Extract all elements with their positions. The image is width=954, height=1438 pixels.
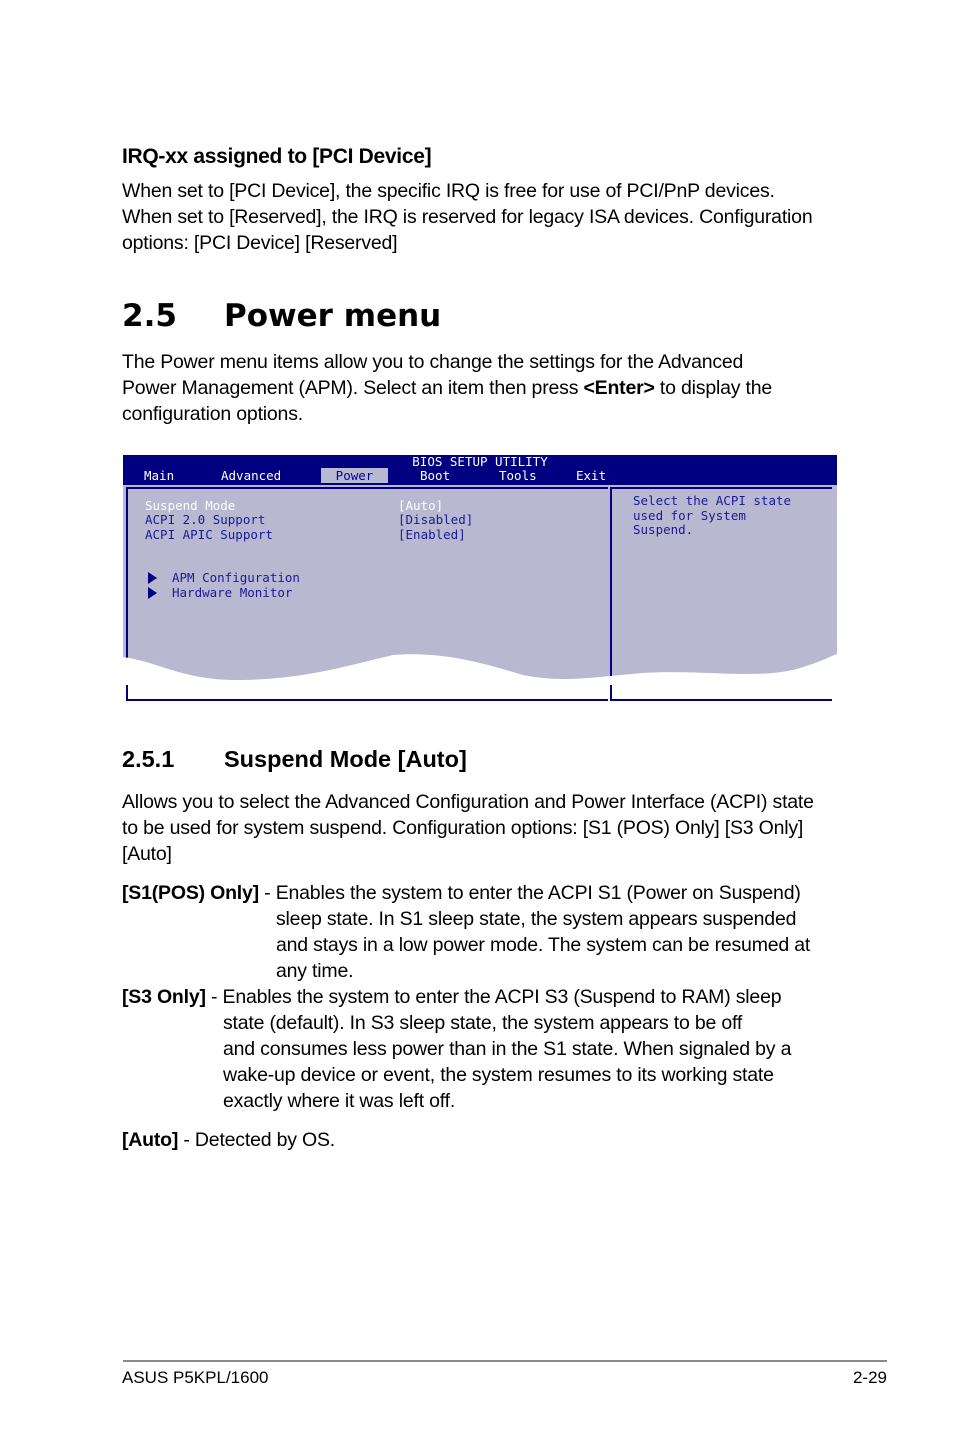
irq-line: When set to [Reserved], the IRQ is reserved for legacy ISA devices. Configuration: [122, 206, 813, 228]
irq-line: options: [PCI Device] [Reserved]: [122, 232, 398, 254]
setting-acpi-2-support-value[interactable]: [Disabled]: [398, 512, 474, 527]
section-title: Power menu: [224, 298, 442, 334]
submenu-arrow-icon: [148, 587, 157, 599]
footer-divider: [123, 1360, 887, 1362]
setting-acpi-apic-support[interactable]: ACPI APIC Support: [145, 527, 273, 542]
option-s1-line: sleep state. In S1 sleep state, the system appears suspended: [276, 908, 797, 930]
option-s1: [122, 880, 801, 906]
bios-title: BIOS SETUP UTILITY: [412, 454, 548, 469]
desc-line: Allows you to select the Advanced Configuration and Power Interface (ACPI) state: [122, 791, 814, 813]
submenu-arrow-icon: [148, 572, 157, 584]
subsection-description: [122, 789, 814, 867]
tab-advanced[interactable]: Advanced: [221, 468, 282, 483]
option-s3-first-line: [122, 984, 781, 1010]
irq-description: [122, 178, 812, 256]
option-s3-line: state (default). In S3 sleep state, the system appears to be off: [223, 1012, 743, 1034]
tab-tools[interactable]: Tools: [499, 468, 537, 483]
section-intro: [122, 349, 772, 427]
subsection-title: Suspend Mode [Auto]: [224, 746, 467, 772]
submenu-hardware-monitor[interactable]: Hardware Monitor: [172, 585, 293, 600]
option-s3-line: and consumes less power than in the S1 state. When signaled by a: [223, 1038, 792, 1060]
help-line: Select the ACPI state: [633, 493, 792, 508]
option-s1-continued: [276, 906, 810, 984]
tab-exit[interactable]: Exit: [576, 468, 607, 483]
intro-text: Power Management (APM). Select an item then press: [122, 377, 584, 399]
enter-key: <Enter>: [583, 377, 655, 399]
submenu-apm-configuration[interactable]: APM Configuration: [172, 570, 300, 585]
intro-line: The Power menu items allow you to change the settings for the Advanced: [122, 351, 744, 373]
option-s3-text: - Enables the system to enter the ACPI S3 (Suspend to RAM) sleep: [205, 986, 782, 1008]
option-s1-text: - Enables the system to enter the ACPI S1 (Power on Suspend): [258, 882, 801, 904]
option-s3-line: exactly where it was left off.: [223, 1090, 456, 1112]
irq-heading: IRQ-xx assigned to [PCI Device]: [122, 145, 432, 168]
setting-suspend-mode[interactable]: Suspend Mode: [145, 498, 236, 513]
setting-acpi-apic-support-value[interactable]: [Enabled]: [398, 527, 466, 542]
help-line: used for System: [633, 507, 746, 523]
help-text: [633, 494, 791, 538]
setting-suspend-mode-value[interactable]: [Auto]: [398, 498, 444, 513]
option-s1-line: any time.: [276, 960, 354, 982]
torn-edge: [123, 653, 837, 685]
option-auto-term: [Auto]: [122, 1129, 179, 1151]
section-number: 2.5: [122, 298, 177, 334]
bios-screen: [123, 455, 837, 683]
option-s3-term: [S3 Only]: [122, 986, 206, 1008]
subsection-number: 2.5.1: [122, 746, 175, 772]
option-s3: [122, 984, 781, 1010]
option-s1-first-line: [122, 880, 801, 906]
option-s1-line: and stays in a low power mode. The system can be resumed at: [276, 934, 811, 956]
footer-model: ASUS P5KPL/1600: [122, 1368, 269, 1387]
help-line: Suspend.: [633, 522, 694, 537]
intro-text: to display the: [654, 377, 773, 399]
footer-page-number: 2-29: [852, 1368, 887, 1387]
tab-boot[interactable]: Boot: [420, 468, 451, 483]
intro-line: configuration options.: [122, 403, 303, 425]
option-s1-term: [S1(POS) Only]: [122, 882, 259, 904]
option-s3-line: wake-up device or event, the system resumes to its working state: [223, 1064, 774, 1086]
tab-main[interactable]: Main: [144, 468, 175, 483]
desc-line: [Auto]: [122, 843, 172, 865]
irq-line: When set to [PCI Device], the specific IRQ is free for use of PCI/PnP devices.: [122, 180, 775, 202]
setting-acpi-2-support[interactable]: ACPI 2.0 Support: [145, 512, 266, 527]
intro-line: [122, 375, 772, 401]
tab-power-label: Power: [335, 468, 374, 483]
option-auto: [122, 1127, 335, 1153]
desc-line: to be used for system suspend. Configuration options: [S1 (POS) Only] [S3 Only]: [122, 817, 804, 839]
option-auto-text: - Detected by OS.: [178, 1129, 335, 1151]
option-s3-continued: [223, 1010, 791, 1114]
tab-power[interactable]: [321, 468, 388, 483]
